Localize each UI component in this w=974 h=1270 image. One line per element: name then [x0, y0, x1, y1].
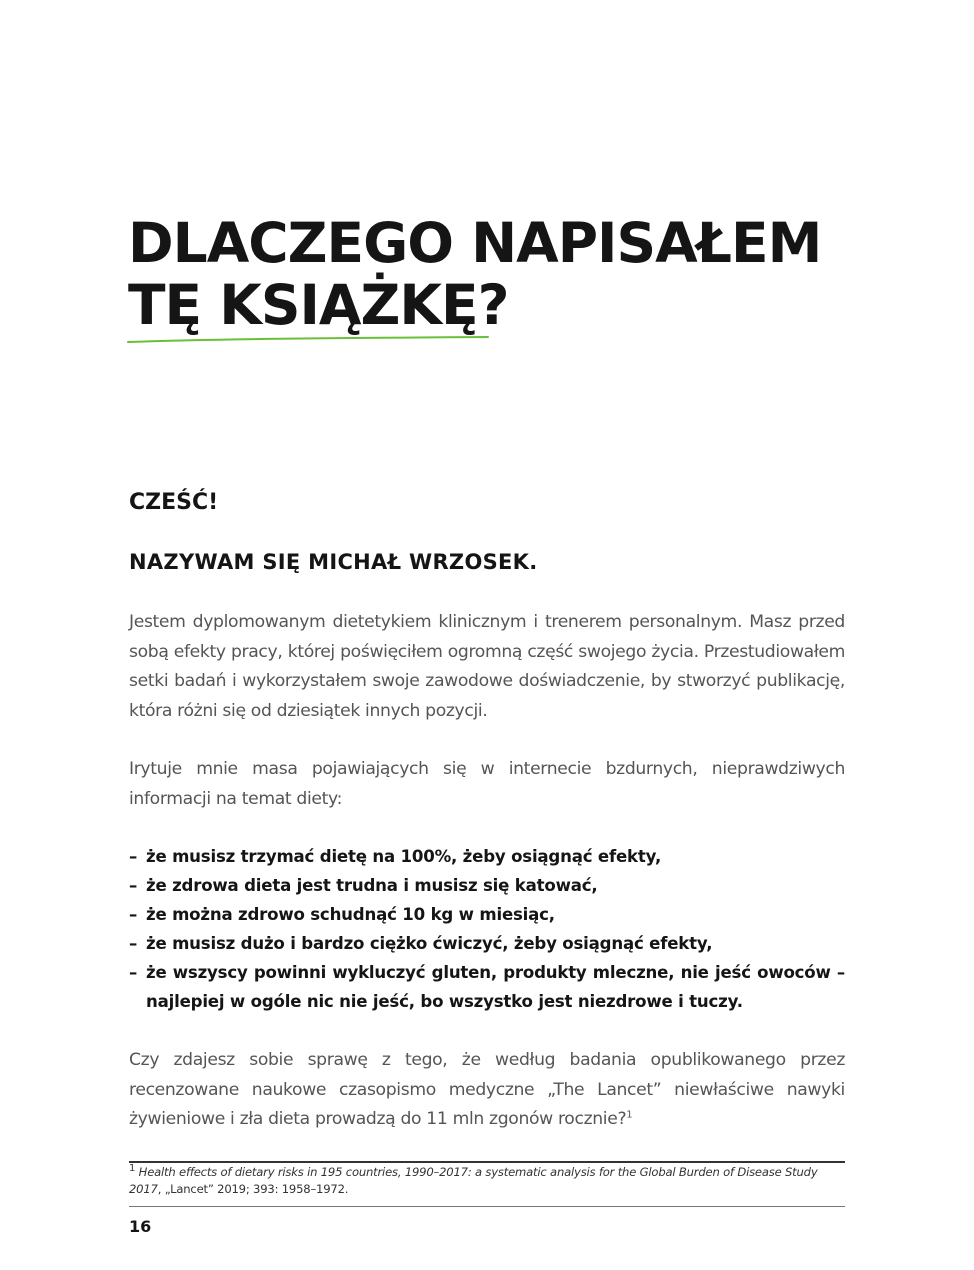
list-item: [129, 900, 845, 929]
list-dash: –: [129, 905, 138, 924]
list-dash: –: [129, 963, 138, 982]
paragraph-myths-lead: Irytuje mnie masa pojawiających się w internecie bzdurnych, nieprawdziwych informacji na temat diety:: [129, 759, 845, 809]
chapter-title-line-2: TĘ KSIĄŻKĘ?: [128, 273, 509, 337]
author-intro-heading: NAZYWAM SIĘ MICHAŁ WRZOSEK.: [129, 550, 538, 574]
list-item-text: że wszyscy powinni wykluczyć gluten, produkty mleczne, nie jeść owoców – najlepiej w ogóle nic nie jeść, bo wszystko jest niezdrowe i tuczy.: [146, 963, 845, 1011]
footnote-divider: [129, 1161, 845, 1163]
list-item-text: że musisz trzymać dietę na 100%, żeby osiągnąć efekty,: [146, 847, 662, 866]
paragraph-intro: Jestem dyplomowanym dietetykiem klinicznym i trenerem personalnym. Masz przed sobą efekty pracy, której poświęciłem ogromną część swojego życia. Przestudiowałem setki badań i wykorzystałem swoje zawodowe doświadczenie, by stworzyć publikację, która różni się od dziesiątek innych pozycji.: [129, 612, 845, 721]
paragraph-lancet-text: Czy zdajesz sobie sprawę z tego, że według badania opublikowanego przez recenzowane naukowe czasopismo medyczne „The Lancet” niewłaściwe nawyki żywieniowe i zła dieta prowadzą do 11 mln zgonów rocznie?: [129, 1050, 845, 1129]
title-accent-underline: [127, 333, 489, 347]
list-item: [129, 871, 845, 900]
list-item-text: że zdrowa dieta jest trudna i musisz się katować,: [146, 876, 598, 895]
paragraph-lancet: [129, 1046, 845, 1135]
list-dash: –: [129, 876, 138, 895]
list-item: [129, 842, 845, 871]
myths-list: [129, 842, 845, 1016]
title-accent-stroke: [128, 337, 488, 342]
footnote: [129, 1164, 845, 1198]
list-item-text: że musisz dużo i bardzo ciężko ćwiczyć, żeby osiągnąć efekty,: [146, 934, 713, 953]
chapter-title-line-1: DLACZEGO NAPISAŁEM: [128, 211, 822, 275]
chapter-title: [128, 212, 858, 336]
page-number: 16: [129, 1217, 152, 1236]
page-footer-divider: [129, 1206, 845, 1207]
footnote-marker: 1: [129, 1163, 136, 1175]
list-dash: –: [129, 847, 138, 866]
footnote-source: , „Lancet” 2019; 393: 1958–1972.: [157, 1182, 349, 1196]
list-dash: –: [129, 934, 138, 953]
list-item-text: że można zdrowo schudnąć 10 kg w miesiąc,: [146, 905, 555, 924]
footnote-reference: 1: [626, 1109, 633, 1121]
footnote-title: Health effects of dietary risks in 195 countries, 1990–2017: a systematic analysis for the Global Burden of Disease Study 2017: [129, 1165, 818, 1196]
greeting-heading: CZEŚĆ!: [129, 490, 219, 515]
list-item: [129, 958, 845, 1016]
list-item: [129, 929, 845, 958]
